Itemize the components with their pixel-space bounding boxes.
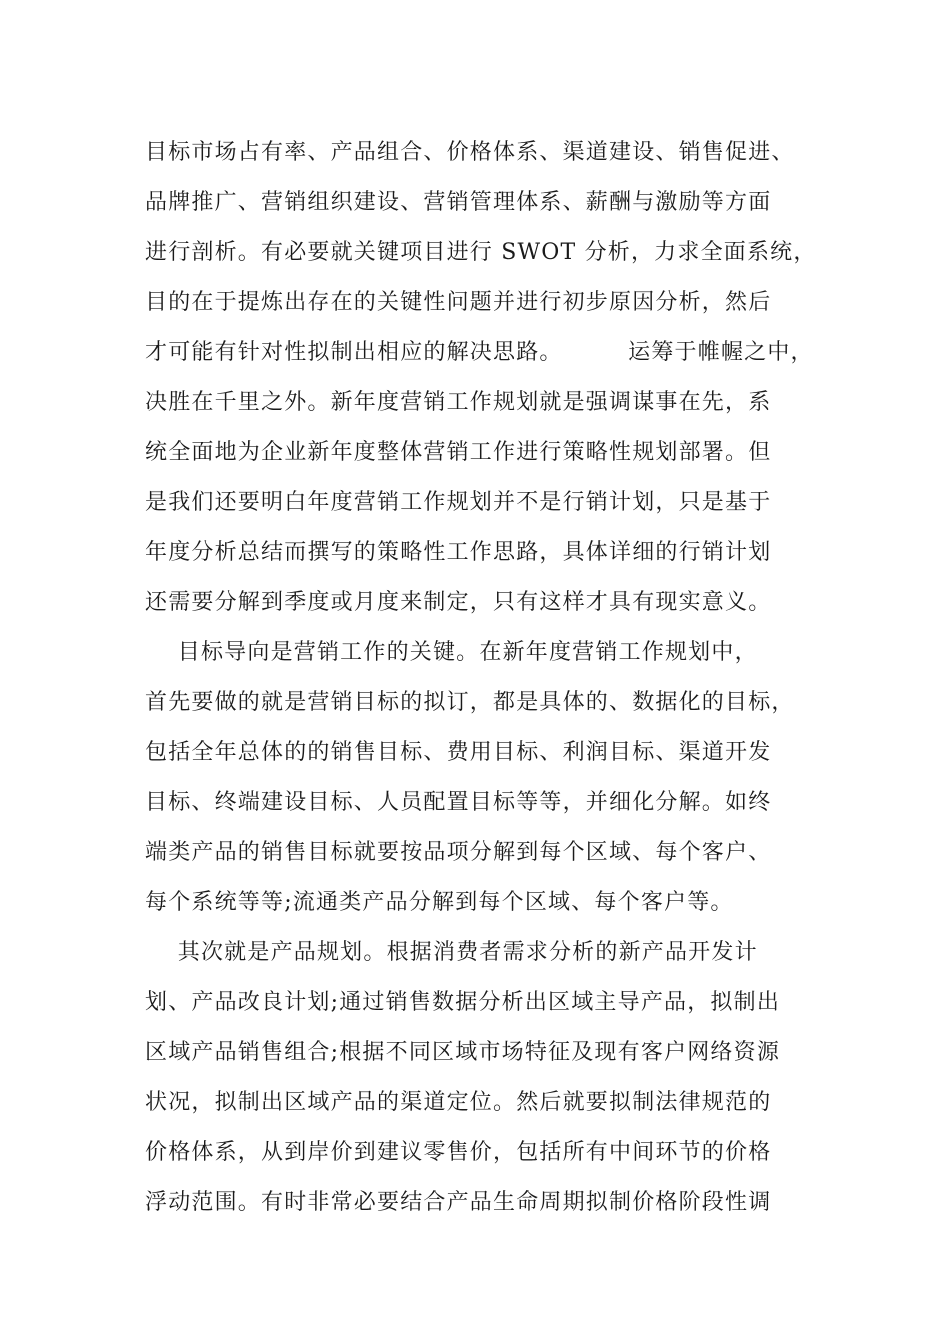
text-line: 进行剖析。有必要就关键项目进行 SWOT 分析，力求全面系统， (145, 240, 817, 265)
text-line: 其次就是产品规划。根据消费者需求分析的新产品开发计 (145, 940, 758, 965)
text-line: 还需要分解到季度或月度来制定，只有这样才具有现实意义。 (145, 590, 772, 615)
text-line: 包括全年总体的的销售目标、费用目标、利润目标、渠道开发 (145, 740, 772, 765)
text-line: 目的在于提炼出存在的关键性问题并进行初步原因分析，然后 (145, 290, 772, 315)
text-line: 首先要做的就是营销目标的拟订，都是具体的、数据化的目标， (145, 690, 795, 715)
text-line: 目标市场占有率、产品组合、价格体系、渠道建设、销售促进、 (145, 140, 795, 165)
text-line: 品牌推广、营销组织建设、营销管理体系、薪酬与激励等方面 (145, 190, 772, 215)
text-line: 划、产品改良计划;通过销售数据分析出区域主导产品，拟制出 (145, 990, 781, 1015)
text-line: 统全面地为企业新年度整体营销工作进行策略性规划部署。但 (145, 440, 772, 465)
text-line: 状况，拟制出区域产品的渠道定位。然后就要拟制法律规范的 (145, 1090, 772, 1115)
text-line: 是我们还要明白年度营销工作规划并不是行销计划，只是基于 (145, 490, 772, 515)
text-line: 目标、终端建设目标、人员配置目标等等，并细化分解。如终 (145, 790, 772, 815)
text-line: 区域产品销售组合;根据不同区域市场特征及现有客户网络资源 (145, 1040, 781, 1065)
text-line: 年度分析总结而撰写的策略性工作思路，具体详细的行销计划 (145, 540, 772, 565)
text-line: 价格体系，从到岸价到建议零售价，包括所有中间环节的价格 (145, 1140, 772, 1165)
text-line: 每个系统等等;流通类产品分解到每个区域、每个客户等。 (145, 890, 734, 915)
text-line: 浮动范围。有时非常必要结合产品生命周期拟制价格阶段性调 (145, 1190, 772, 1215)
text-line: 目标导向是营销工作的关键。在新年度营销工作规划中， (145, 640, 758, 665)
text-line: 端类产品的销售目标就要按品项分解到每个区域、每个客户、 (145, 840, 772, 865)
text-line: 决胜在千里之外。新年度营销工作规划就是强调谋事在先，系 (145, 390, 772, 415)
text-line: 才可能有针对性拟制出相应的解决思路。 运筹于帷幄之中， (145, 340, 814, 365)
